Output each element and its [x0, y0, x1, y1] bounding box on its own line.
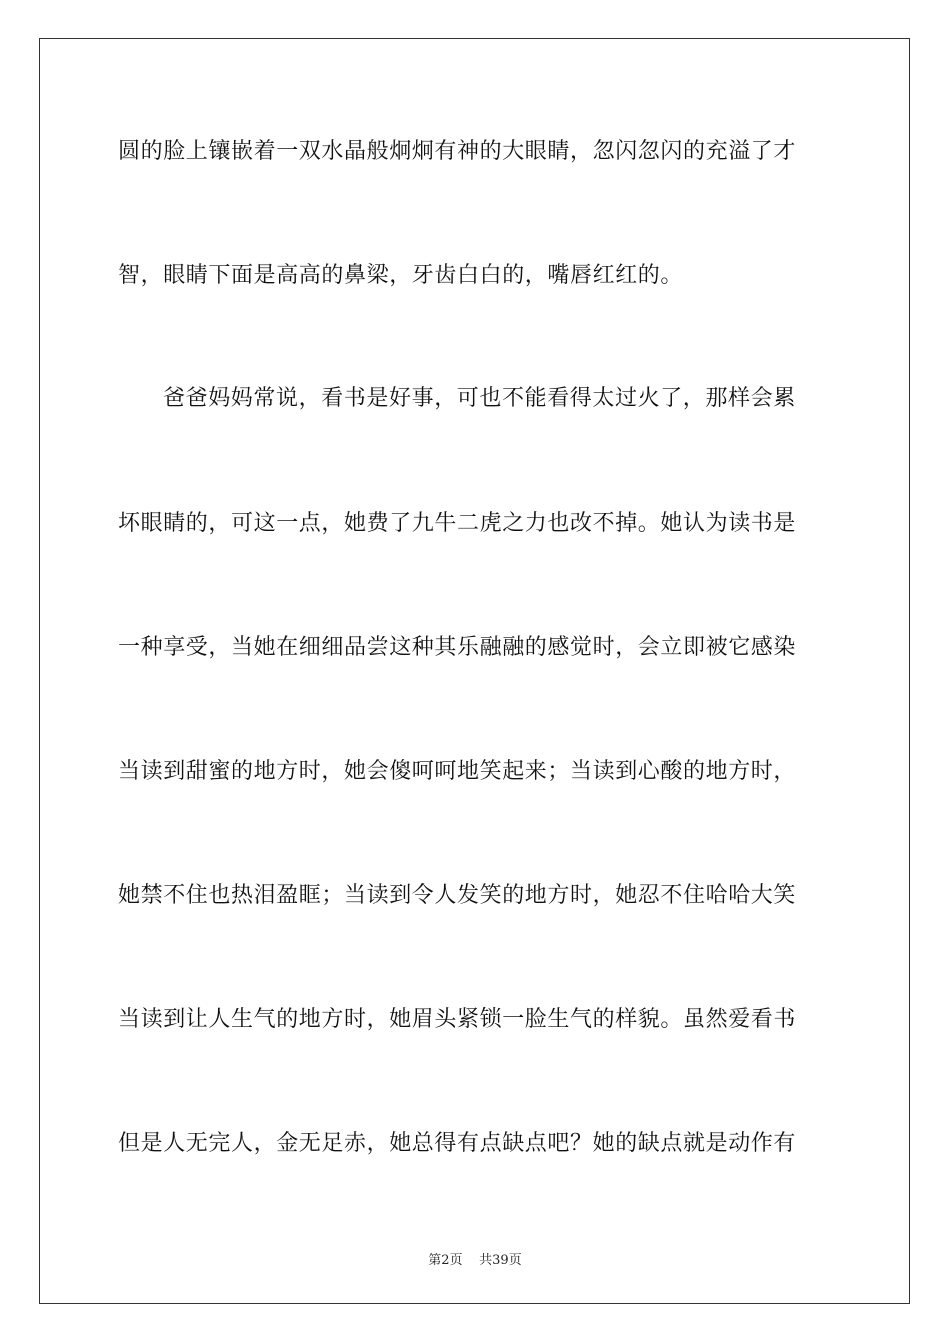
page-number: 2: [441, 1253, 450, 1268]
page-border: [39, 38, 910, 1304]
text-line-indented: 爸爸妈妈常说，看书是好事，可也不能看得太过火了，那样会累: [163, 386, 796, 411]
text-line: 坏眼睛的，可这一点，她费了九牛二虎之力也改不掉。她认为读书是: [118, 511, 797, 536]
text-line: 一种享受，当她在细细品尝这种其乐融融的感觉时，会立即被它感染: [118, 635, 797, 660]
text-line: 但是人无完人，金无足赤，她总得有点缺点吧？她的缺点就是动作有: [118, 1131, 797, 1156]
text-line: 圆的脸上镶嵌着一双水晶般炯炯有神的大眼睛，忽闪忽闪的充溢了才: [118, 139, 797, 164]
text-line: 她禁不住也热泪盈眶；当读到令人发笑的地方时，她忍不住哈哈大笑: [118, 883, 797, 908]
page-unit: 页: [449, 1253, 463, 1268]
total-unit: 页: [508, 1253, 522, 1268]
page-label: 第: [428, 1253, 442, 1268]
text-line: 当读到甜蜜的地方时，她会傻呵呵地笑起来；当读到心酸的地方时，: [118, 759, 797, 784]
page-footer: [0, 1249, 950, 1268]
total-number: 39: [492, 1253, 509, 1268]
text-line: 当读到让人生气的地方时，她眉头紧锁一脸生气的样貌。虽然爱看书: [118, 1007, 797, 1032]
total-label: 共: [479, 1253, 493, 1268]
text-line: 智，眼睛下面是高高的鼻梁，牙齿白白的，嘴唇红红的。: [118, 263, 684, 288]
